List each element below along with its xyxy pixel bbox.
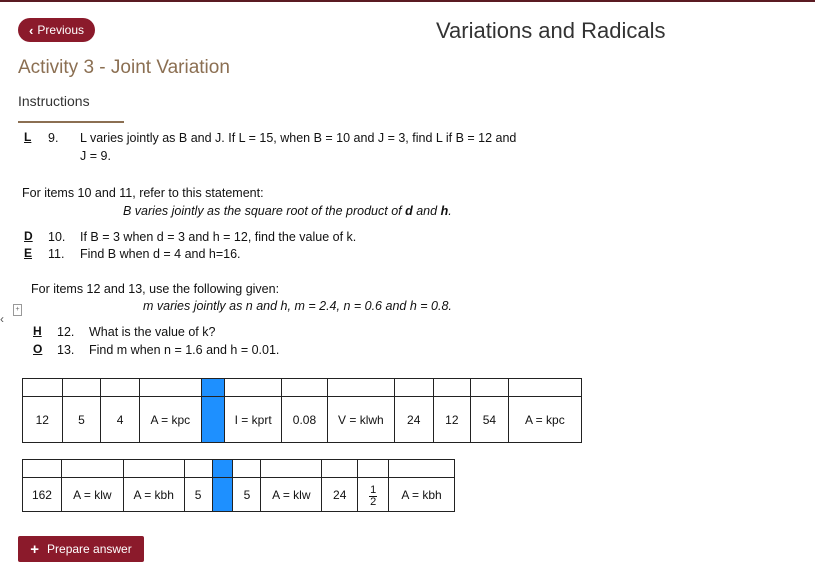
table1-cell-highlight <box>201 397 224 443</box>
table2-top-cell[interactable] <box>358 460 389 478</box>
table1-cell: I = kprt <box>225 397 282 443</box>
fraction <box>369 485 377 508</box>
collapse-caret-icon[interactable]: ‹ <box>0 312 4 326</box>
plus-icon: + <box>30 540 40 558</box>
previous-button[interactable] <box>18 18 95 42</box>
previous-label: Previous <box>37 23 85 37</box>
table1-cell: 5 <box>62 397 101 443</box>
table2-cell: A = kbh <box>389 478 455 512</box>
table2-top-cell-highlight <box>212 460 233 478</box>
table1-cell: A = kpc <box>139 397 201 443</box>
item9-letter: L <box>24 130 32 144</box>
group2-intro: For items 12 and 13, use the following given: <box>31 282 280 296</box>
table1-cell: 12 <box>433 397 471 443</box>
item10-text: If B = 3 when d = 3 and h = 12, find the value of k. <box>80 230 357 244</box>
item11-letter: E <box>24 246 33 260</box>
table1-top-cell[interactable] <box>101 379 140 397</box>
answer-table-1 <box>22 378 582 443</box>
table1-top-cell[interactable] <box>433 379 471 397</box>
table1-top-cell[interactable] <box>327 379 394 397</box>
table2-cell: 5 <box>184 478 212 512</box>
table2-cell: A = klw <box>61 478 123 512</box>
fraction-numerator: 1 <box>370 483 377 496</box>
table1-top-cell[interactable] <box>62 379 101 397</box>
item11-number: 11. <box>48 247 65 261</box>
table1-top-cell[interactable] <box>23 379 63 397</box>
table1-top-cell[interactable] <box>282 379 328 397</box>
top-border <box>0 0 815 2</box>
table2-cell: 5 <box>233 478 261 512</box>
item10-letter: D <box>24 229 33 243</box>
table2-cell-highlight <box>212 478 233 512</box>
item10-number: 10. <box>48 230 66 244</box>
instructions-underline <box>18 121 124 123</box>
group1-intro: For items 10 and 11, refer to this statement: <box>22 186 264 200</box>
table1-top-cell[interactable] <box>508 379 581 397</box>
item9-text-line2: J = 9. <box>80 149 111 163</box>
answer-table-2 <box>22 459 455 512</box>
group1-statement: B varies jointly as the square root of the product of d and h. <box>123 204 452 218</box>
table1-cell: 0.08 <box>282 397 328 443</box>
table1-top-cell[interactable] <box>471 379 509 397</box>
table2-top-cell[interactable] <box>322 460 358 478</box>
table2-top-cell[interactable] <box>389 460 455 478</box>
table2-top-cell[interactable] <box>184 460 212 478</box>
table2-cell: A = klw <box>261 478 322 512</box>
activity-title: Activity 3 - Joint Variation <box>18 57 230 78</box>
table1-cell: A = kpc <box>508 397 581 443</box>
table1-top-cell[interactable] <box>225 379 282 397</box>
table1-cell: 24 <box>394 397 433 443</box>
chevron-left-icon: ‹ <box>28 22 34 38</box>
instructions-tab[interactable]: Instructions <box>18 93 90 109</box>
table2-top-cell[interactable] <box>261 460 322 478</box>
item12-text: What is the value of k? <box>89 325 216 339</box>
table1-cell: 54 <box>471 397 509 443</box>
item12-letter: H <box>33 324 42 338</box>
table2-cell: 162 <box>23 478 62 512</box>
table1-top-cell-highlight <box>201 379 224 397</box>
table2-top-cell[interactable] <box>61 460 123 478</box>
table1-cell: 12 <box>23 397 63 443</box>
table1-cell: 4 <box>101 397 140 443</box>
group2-statement: m varies jointly as n and h, m = 2.4, n = 0.6 and h = 0.8. <box>143 299 452 313</box>
table2-cell: 24 <box>322 478 358 512</box>
item9-text-line1: L varies jointly as B and J. If L = 15, when B = 10 and J = 3, find L if B = 12 and <box>80 131 517 145</box>
table2-top-cell[interactable] <box>123 460 184 478</box>
prepare-answer-label: Prepare answer <box>47 542 132 556</box>
table1-cell: V = klwh <box>327 397 394 443</box>
item9-number: 9. <box>48 131 59 145</box>
item11-text: Find B when d = 4 and h=16. <box>80 247 241 261</box>
fraction-denominator: 2 <box>370 495 377 508</box>
prepare-answer-button[interactable] <box>18 536 144 562</box>
table2-cell: A = kbh <box>123 478 184 512</box>
table1-top-cell[interactable] <box>139 379 201 397</box>
table2-cell-fraction <box>358 478 389 512</box>
expand-box-icon[interactable]: + <box>13 304 22 316</box>
table2-top-cell[interactable] <box>23 460 62 478</box>
item13-letter: O <box>33 342 43 356</box>
table2-top-cell[interactable] <box>233 460 261 478</box>
table1-top-cell[interactable] <box>394 379 433 397</box>
item13-text: Find m when n = 1.6 and h = 0.01. <box>89 343 280 357</box>
page-title: Variations and Radicals <box>436 18 666 43</box>
item12-number: 12. <box>57 325 75 339</box>
item13-number: 13. <box>57 343 75 357</box>
